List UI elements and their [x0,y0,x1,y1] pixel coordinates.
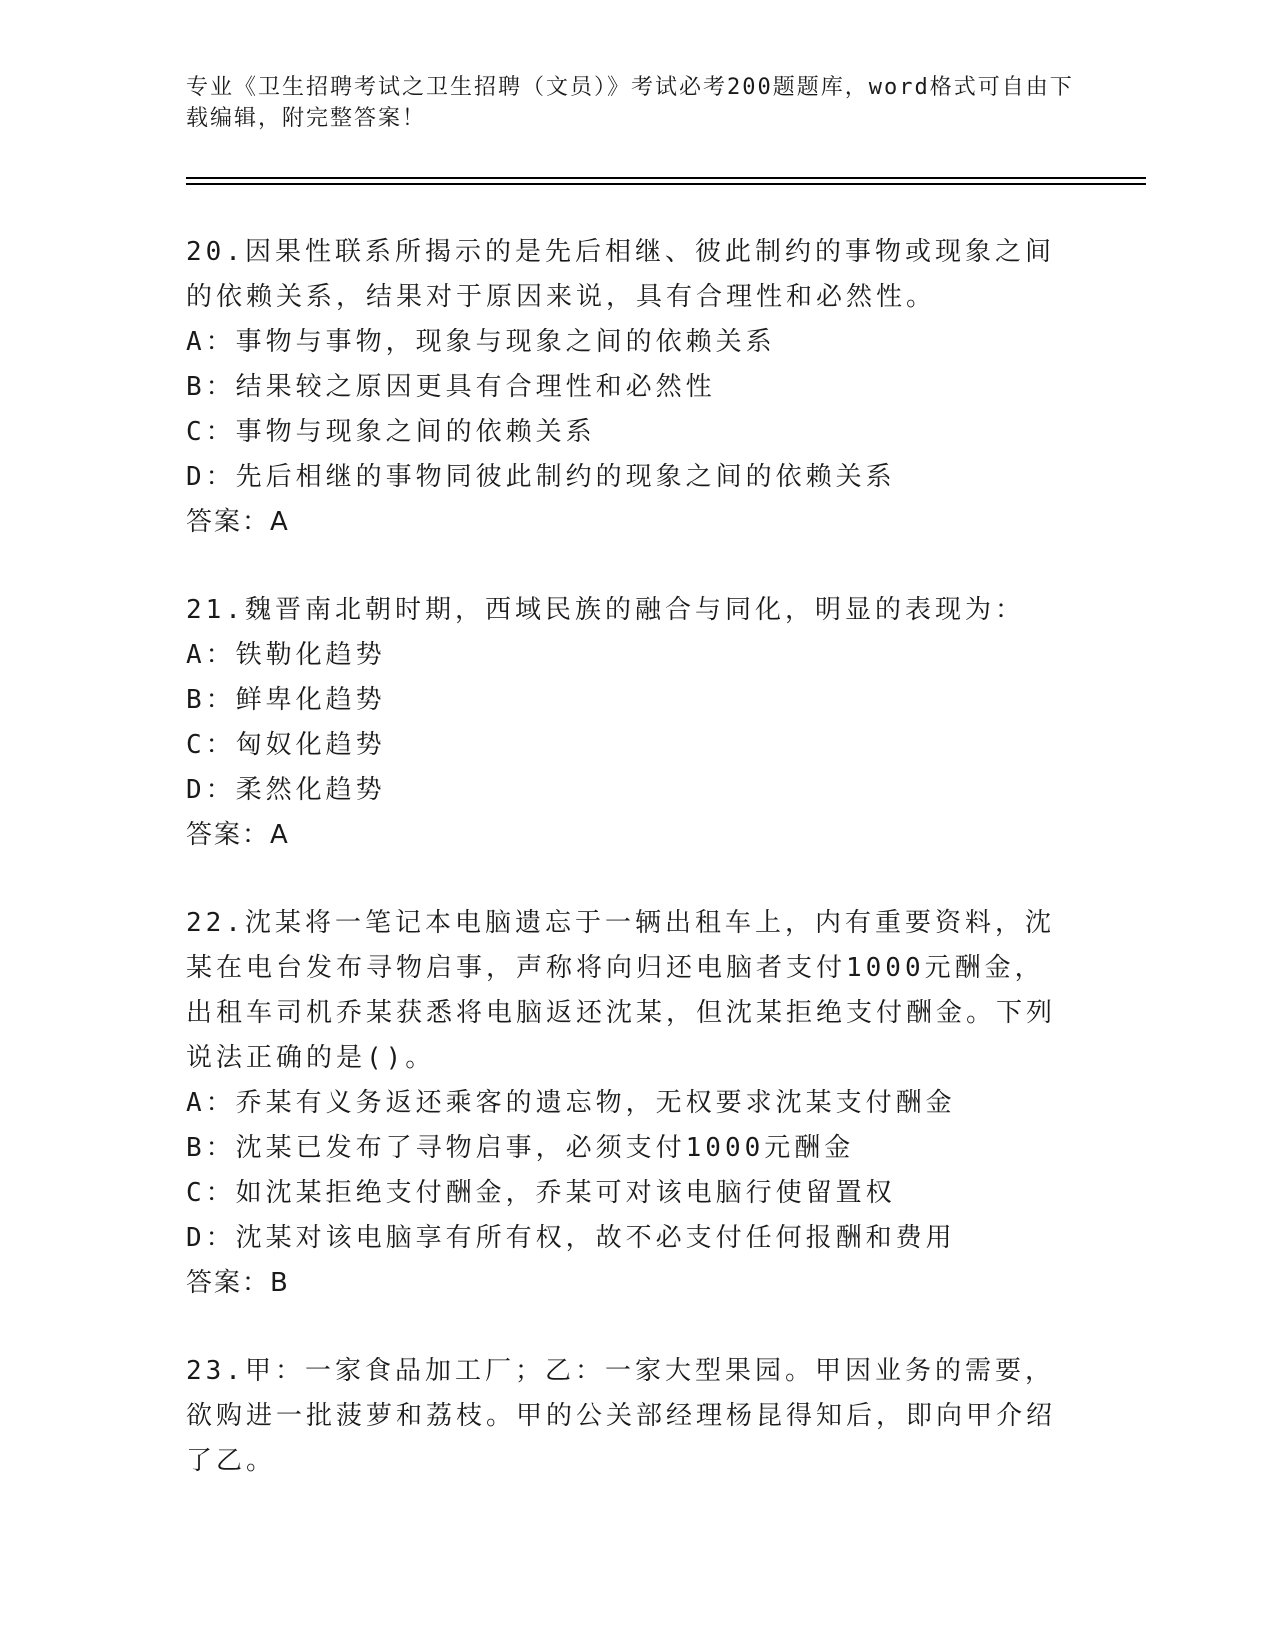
question-stem: 20.因果性联系所揭示的是先后相继、彼此制约的事物或现象之间的依赖关系，结果对于原因来说，具有合理性和必然性。 [186,237,1055,312]
answer: 答案：A [186,820,290,850]
answer: 答案：B [186,1268,290,1298]
question-22 [186,901,1066,1306]
option-a: A：铁勒化趋势 [186,640,386,670]
option-b: B：结果较之原因更具有合理性和必然性 [186,372,716,402]
option-c: C：匈奴化趋势 [186,730,386,760]
option-b: B：沈某已发布了寻物启事，必须支付1000元酬金 [186,1133,855,1163]
question-20 [186,230,1066,545]
question-stem: 23.甲：一家食品加工厂；乙：一家大型果园。甲因业务的需要，欲购进一批菠萝和荔枝。甲的公关部经理杨昆得知后，即向甲介绍了乙。 [186,1356,1057,1476]
question-21 [186,588,1066,858]
question-23 [186,1349,1066,1484]
answer: 答案：A [186,507,290,537]
option-c: C：如沈某拒绝支付酬金，乔某可对该电脑行使留置权 [186,1178,896,1208]
option-d: D：沈某对该电脑享有所有权，故不必支付任何报酬和费用 [186,1223,956,1253]
option-d: D：柔然化趋势 [186,775,386,805]
header-rule-bottom [186,183,1146,185]
question-stem: 21.魏晋南北朝时期，西域民族的融合与同化，明显的表现为： [186,595,1025,625]
question-list [186,230,1066,1527]
document-header: 专业《卫生招聘考试之卫生招聘（文员）》考试必考200题题库，word格式可自由下载编辑，附完整答案！ [186,75,1074,131]
option-c: C：事物与现象之间的依赖关系 [186,417,596,447]
question-stem: 22.沈某将一笔记本电脑遗忘于一辆出租车上，内有重要资料，沈某在电台发布寻物启事，声称将向归还电脑者支付1000元酬金，出租车司机乔某获悉将电脑返还沈某，但沈某拒绝支付酬金。下列说法正确的是()。 [186,908,1057,1073]
option-d: D：先后相继的事物同彼此制约的现象之间的依赖关系 [186,462,896,492]
option-b: B：鲜卑化趋势 [186,685,386,715]
option-a: A：事物与事物，现象与现象之间的依赖关系 [186,327,776,357]
option-a: A：乔某有义务返还乘客的遗忘物，无权要求沈某支付酬金 [186,1088,956,1118]
header-rule-top [186,177,1146,179]
